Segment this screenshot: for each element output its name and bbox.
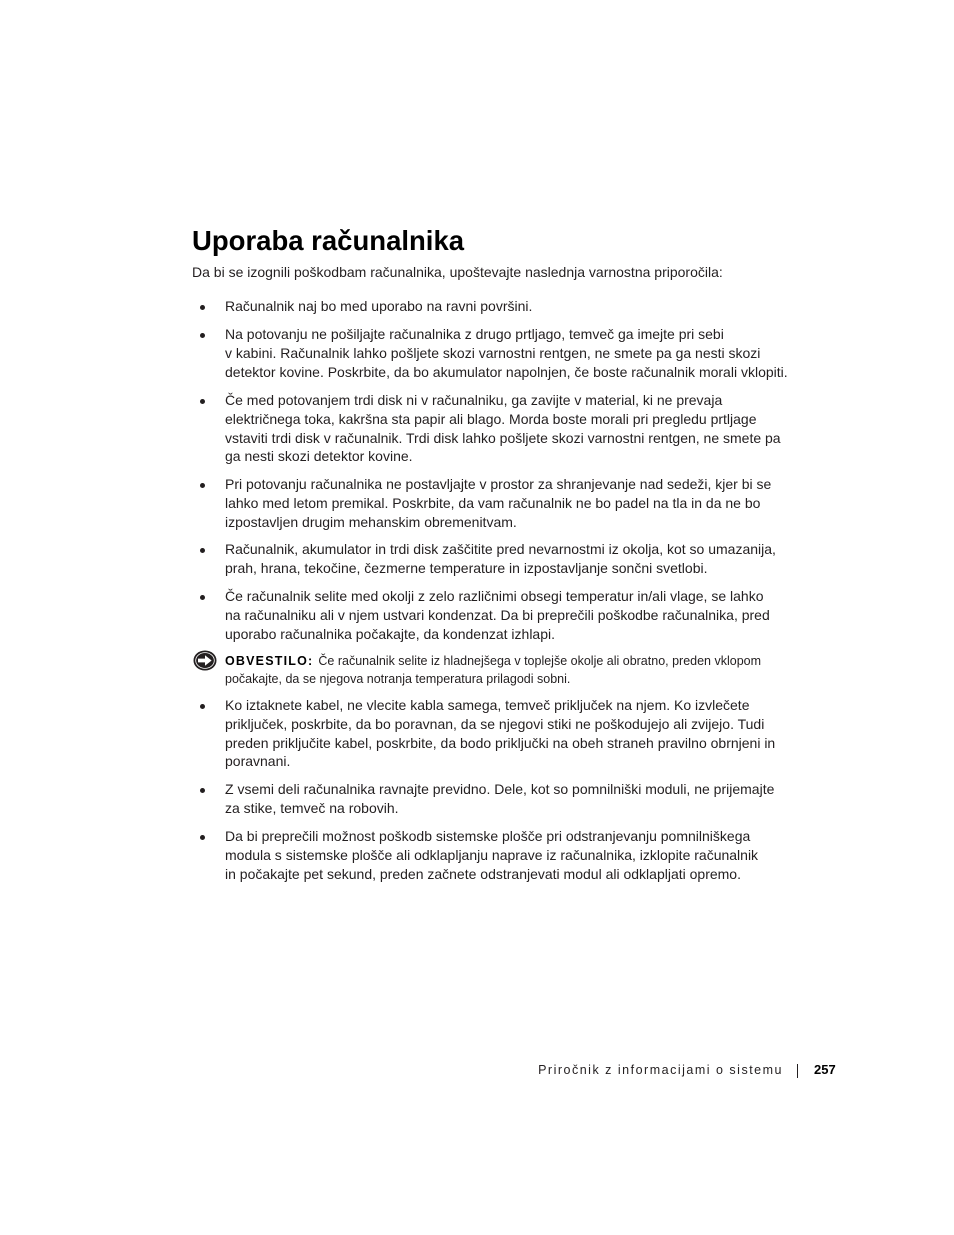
text-line: Če med potovanjem trdi disk ni v računalniku, ga zavijte v material, ki ne prevaja — [225, 392, 723, 408]
text-line: izpostavljen drugim mehanskim obremenitvam. — [225, 513, 517, 530]
bullet-marker — [200, 788, 205, 793]
list-item — [200, 325, 840, 381]
text-line: Če računalnik selite med okolji z zelo različnimi obsegi temperatur in/ali vlage, se lahko — [225, 588, 764, 604]
list-item-text — [225, 780, 840, 818]
list-item-text — [225, 325, 840, 381]
bullet-marker — [200, 704, 205, 709]
text-line: Ko iztaknete kabel, ne vlecite kabla samega, temveč priključek na njem. Ko izvlečete — [225, 697, 750, 713]
text-line: za stike, temveč na robovih. — [225, 799, 399, 816]
text-line: Računalnik naj bo med uporabo na ravni površini. — [225, 298, 533, 314]
text-line: Da bi preprečili možnost poškodb sistemske plošče pri odstranjevanju pomnilniškega — [225, 828, 751, 844]
bullet-marker — [200, 333, 205, 338]
list-item — [200, 391, 840, 466]
text-line: Z vsemi deli računalnika ravnajte previdno. Dele, kot so pomnilniški moduli, ne prijemajte — [225, 781, 775, 797]
list-item-text — [225, 391, 840, 466]
bullet-marker — [200, 595, 205, 600]
list-item — [200, 780, 840, 818]
text-line: v kabini. Računalnik lahko pošljete skozi varnostni rentgen, ne smete pa ga nesti skozi — [225, 344, 761, 361]
text-line: poravnani. — [225, 753, 291, 770]
page-title: Uporaba računalnika — [192, 225, 465, 256]
notice-text — [225, 652, 761, 688]
bullet-marker — [200, 399, 205, 404]
text-line — [225, 652, 761, 670]
text-line: preden priključite kabel, poskrbite, da bodo priključki na obeh straneh pravilno obrnjeni in — [225, 734, 776, 751]
list-item — [200, 827, 840, 883]
notice-line: Če računalnik selite iz hladnejšega v toplejše okolje ali obratno, preden vklopom — [318, 654, 762, 668]
list-item — [200, 475, 840, 531]
list-item — [200, 587, 840, 643]
bullet-marker — [200, 483, 205, 488]
intro-paragraph: Da bi se izognili poškodbam računalnika, upoštevajte naslednja varnostna priporočila: — [192, 264, 723, 280]
text-line: modula s sistemske plošče ali odklapljanju naprave iz računalnika, izklopite računalnik — [225, 846, 759, 863]
text-line: Računalnik, akumulator in trdi disk zaščitite pred nevarnostmi iz okolja, kot so umazanija, — [225, 541, 776, 557]
list-item-text — [225, 696, 840, 771]
list-item-text — [225, 297, 840, 316]
notice-line: počakajte, da se njegova notranja temperatura prilagodi sobni. — [225, 672, 571, 686]
text-line: vstaviti trdi disk v računalnik. Trdi disk lahko pošljete skozi varnostni rentgen, ne smete pa — [225, 429, 781, 446]
text-line: električnega toka, kakršna sta papir ali blago. Morda boste morali pri pregledu prtljage — [225, 410, 757, 427]
text-line: priključek, poskrbite, da bo poravnan, da se njegovi stiki ne poškodujejo ali zvijejo. Tudi — [225, 715, 765, 732]
bullet-marker — [200, 548, 205, 553]
list-item — [200, 696, 840, 771]
page-number: 257 — [814, 1062, 836, 1077]
text-line: na računalniku ali v njem ustvari kondenzat. Da bi preprečili poškodbe računalnika, pred — [225, 606, 770, 623]
list-item-text — [225, 587, 840, 643]
list-item-text — [225, 540, 840, 578]
footer-manual-title: Priročnik z informacijami o sistemu — [538, 1063, 783, 1077]
text-line: in počakajte pet sekund, preden začnete odstranjevati modul ali odklapljati opremo. — [225, 865, 741, 882]
list-item — [200, 540, 840, 578]
footer-divider — [797, 1064, 798, 1078]
bullet-marker — [200, 835, 205, 840]
list-item-text — [225, 827, 840, 883]
text-line: Na potovanju ne pošiljajte računalnika z drugo prtljago, temveč ga imejte pri sebi — [225, 326, 724, 342]
text-line: Pri potovanju računalnika ne postavljajte v prostor za shranjevanje nad sedeži, kjer bi se — [225, 476, 772, 492]
list-item — [200, 297, 840, 316]
text-line: detektor kovine. Poskrbite, da bo akumulator napolnjen, če boste računalnik morali vklopiti. — [225, 363, 788, 380]
list-item-text — [225, 475, 840, 531]
text-line: uporabo računalnika počakajte, da kondenzat izhlapi. — [225, 625, 556, 642]
text-line: prah, hrana, tekočine, čezmerne temperature in izpostavljanje sončni svetlobi. — [225, 559, 708, 576]
bullet-marker — [200, 305, 205, 310]
notice-label: OBVESTILO: — [225, 654, 314, 668]
text-line: ga nesti skozi detektor kovine. — [225, 448, 413, 465]
text-line: lahko med letom premikal. Poskrbite, da vam računalnik ne bo padel na tla in da ne bo — [225, 494, 761, 511]
notice-arrow-icon — [193, 650, 217, 671]
